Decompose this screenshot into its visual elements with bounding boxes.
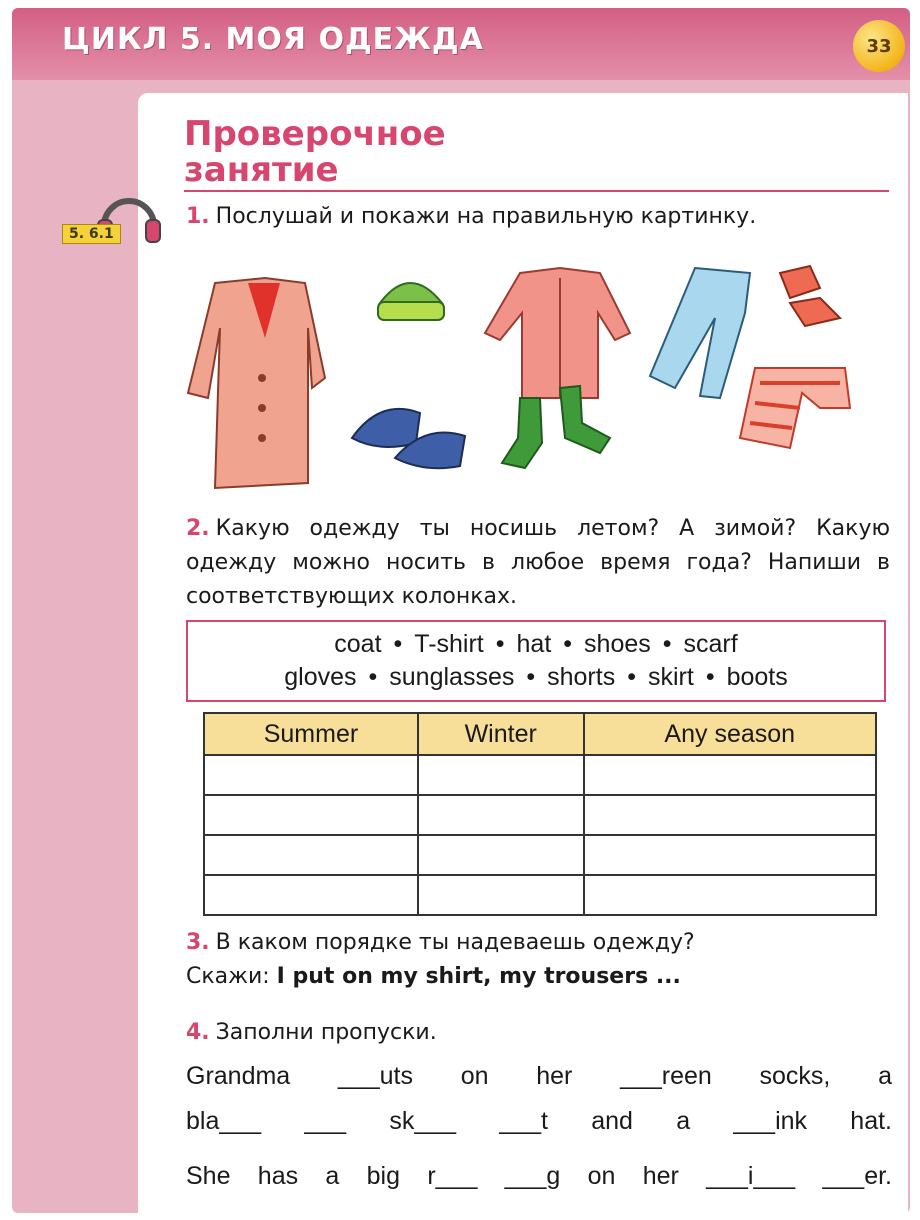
table-cell[interactable] (204, 835, 418, 875)
task-4-number: 4. (186, 1020, 210, 1045)
section-title (184, 116, 446, 188)
task-1 (186, 200, 890, 234)
task-4 (186, 1016, 890, 1050)
word-box (186, 620, 886, 702)
word-text: sunglasses (389, 663, 515, 691)
task-3-number: 3. (186, 930, 210, 955)
clothes-pictures (180, 258, 880, 498)
table-cell[interactable] (584, 875, 877, 915)
table-cell[interactable] (584, 835, 877, 875)
table-cell[interactable] (418, 875, 584, 915)
column-any-season: Any season (584, 713, 877, 755)
column-winter: Winter (418, 713, 584, 755)
word-item (389, 661, 547, 694)
table-cell[interactable] (418, 795, 584, 835)
task-2-text: Какую одежду ты носишь летом? А зимой? Какую одежду можно носить в любое время года? Напиши в соответствующих колонках. (186, 516, 890, 609)
task-4-text: Заполни пропуски. (215, 1020, 437, 1045)
word-item (584, 628, 683, 661)
word-separator: • (495, 630, 505, 658)
word-text: hat (516, 630, 552, 658)
column-summer: Summer (204, 713, 418, 755)
word-text: shoes (584, 630, 651, 658)
word-separator: • (526, 663, 536, 691)
audio-track-badge[interactable]: 5. 6.1 (62, 224, 121, 244)
word-text: boots (726, 663, 788, 691)
table-cell[interactable] (584, 795, 877, 835)
section-title-line1: Проверочное (184, 114, 446, 154)
word-separator: • (705, 663, 715, 691)
table-cell[interactable] (204, 795, 418, 835)
table-row (204, 795, 876, 835)
word-text: shorts (547, 663, 616, 691)
task-1-number: 1. (186, 204, 210, 229)
word-text: coat (334, 630, 382, 658)
word-item (727, 661, 788, 694)
word-separator: • (368, 663, 378, 691)
word-separator: • (662, 630, 672, 658)
task-2-number: 2. (186, 516, 210, 541)
table-row (204, 875, 876, 915)
word-item (517, 628, 585, 661)
word-item (648, 661, 727, 694)
word-item (414, 628, 516, 661)
hat-icon[interactable] (378, 283, 444, 320)
page-number-badge: 33 (853, 20, 905, 72)
fill-line-2[interactable]: bla___ ___ sk___ ___t and a ___ink hat. (186, 1107, 892, 1135)
shoes-icon[interactable] (352, 409, 465, 468)
word-item (684, 628, 738, 661)
title-divider (184, 190, 889, 192)
word-text: T-shirt (414, 630, 484, 658)
shirt-icon[interactable] (485, 268, 630, 398)
table-cell[interactable] (584, 755, 877, 795)
table-cell[interactable] (204, 755, 418, 795)
shorts-icon[interactable] (740, 368, 850, 448)
word-separator: • (563, 630, 573, 658)
table-header-row (204, 713, 876, 755)
task-3-prompt: Скажи: (186, 964, 270, 989)
word-text: skirt (647, 663, 694, 691)
task-2 (186, 512, 890, 614)
task-3 (186, 926, 890, 994)
fill-line-3[interactable]: She has a big r___ ___g on her ___i___ ___er. (186, 1162, 892, 1190)
chapter-title: ЦИКЛ 5. МОЯ ОДЕЖДА (62, 22, 484, 57)
word-separator: • (627, 663, 636, 691)
section-title-line2: занятие (184, 150, 339, 190)
table-cell[interactable] (418, 755, 584, 795)
word-separator: • (393, 630, 403, 658)
table-row (204, 755, 876, 795)
word-item (334, 628, 414, 661)
word-item (547, 661, 648, 694)
coat-icon[interactable] (188, 278, 325, 488)
task-3-example: I put on my shirt, my trousers ... (276, 964, 681, 989)
table-row (204, 835, 876, 875)
gloves-icon[interactable] (780, 266, 840, 326)
task-3-text: В каком порядке ты надеваешь одежду? (215, 930, 695, 955)
word-text: gloves (284, 663, 357, 691)
season-table (203, 712, 877, 916)
fill-line-1[interactable]: Grandma ___uts on her ___reen socks, a (186, 1062, 892, 1090)
table-cell[interactable] (204, 875, 418, 915)
task-1-text: Послушай и покажи на правильную картинку. (215, 204, 757, 229)
word-text: scarf (683, 630, 738, 658)
jeans-icon[interactable] (650, 268, 750, 398)
table-cell[interactable] (418, 835, 584, 875)
word-item (284, 661, 389, 694)
